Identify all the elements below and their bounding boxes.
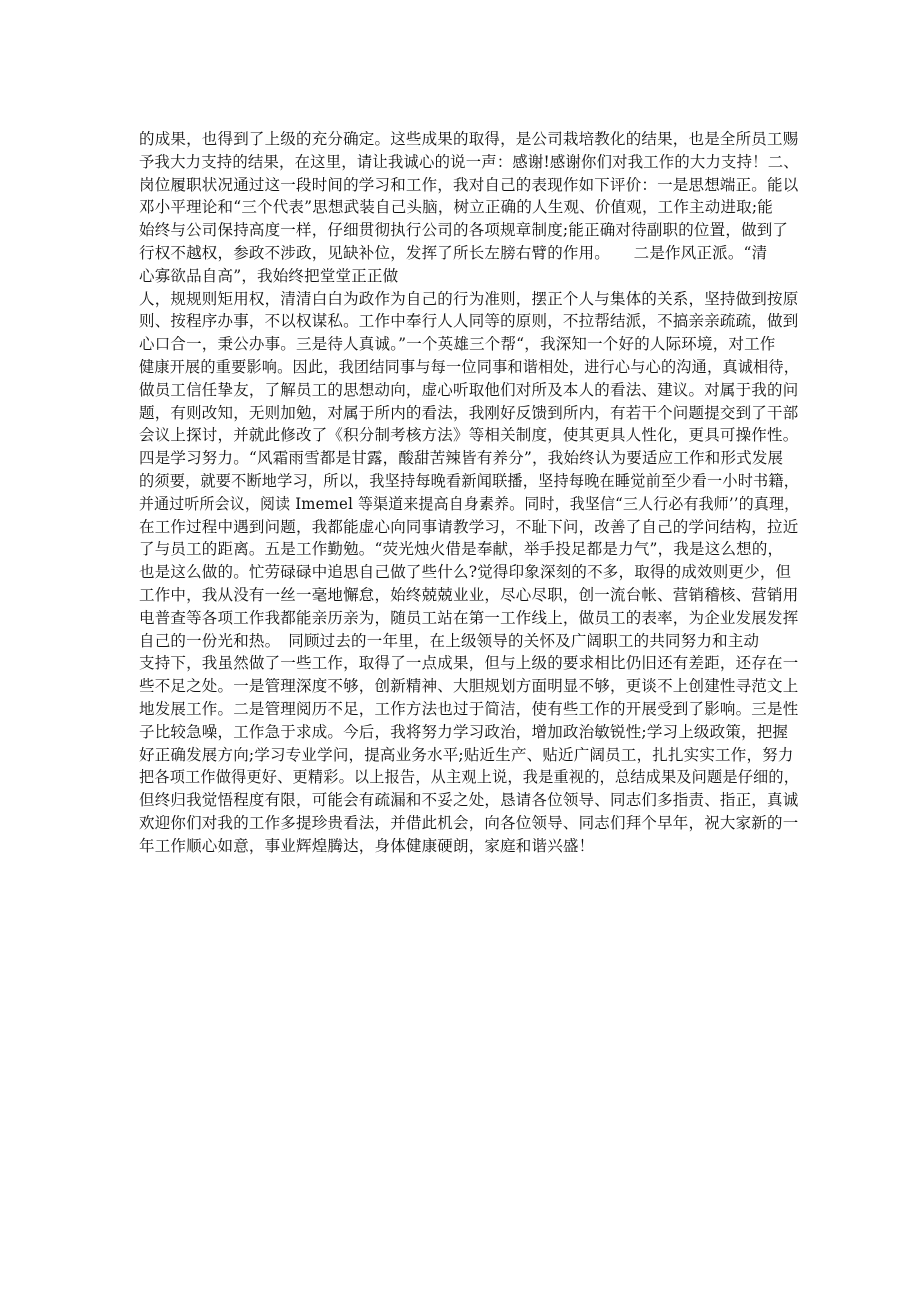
text-line: 并通过听所会议，阅读 Imemel 等渠道来提高自身素养。同时，我坚信“三人行必有我师’’的真理， (139, 494, 800, 513)
text-line: 支持下，我虽然做了一些工作，取得了一点成果，但与上级的要求相比仍旧还有差距，还存在一 (139, 654, 799, 673)
text-line: 心寡欲品自高”，我始终把堂堂正正做 (139, 266, 399, 285)
text-line: 邓小平理论和“三个代表”思想武装自己头脑，树立正确的人生观、价值观，工作主动进取;能 (139, 198, 773, 217)
text-line: 题，有则改知，无则加勉，对属于所内的看法，我刚好反馈到所内，有若干个问题提交到了干部 (139, 403, 799, 422)
text-line: 电普查等各项工作我都能亲历亲为，随员工站在第一工作线上，做员工的表率，为企业发展发挥 (139, 608, 799, 627)
text-line: 好正确发展方向;学习专业学问，提高业务水平;贴近生产、贴近广阔员工，扎扎实实工作，努力 (139, 745, 794, 764)
text-line: 岗位履职状况通过这一段时间的学习和工作，我对自己的表现作如下评价：一是思想端正。能以 (139, 175, 799, 194)
text-line: 予我大力支持的结果，在这里，请让我诚心的说一声：感谢!感谢你们对我工作的大力支持！二、 (139, 152, 799, 171)
text-line: 始终与公司保持高度一样，仔细贯彻执行公司的各项规章制度;能正确对待副职的位置，做到了 (139, 221, 789, 240)
text-line: 的成果，也得到了上级的充分确定。这些成果的取得，是公司栽培教化的结果，也是全所员工赐 (139, 130, 799, 148)
text-line: 心口合一，秉公办事。三是待人真诚。”一个英雄三个帮“，我深知一个好的人际环境，对工作 (139, 335, 776, 354)
text-line: 人，规规则矩用权，清清白白为政作为自己的行为准则，摆正个人与集体的关系，坚持做到按原 (139, 289, 799, 308)
text-line: 的须要，就要不断地学习，所以，我坚持每晚看新闻联播，坚持每晚在睡觉前至少看一小时书籍， (139, 471, 800, 490)
text-line: 做员工信任挚友，了解员工的思想动向，虚心听取他们对所及本人的看法、建议。对属于我的问 (139, 380, 799, 399)
text-line: 欢迎你们对我的工作多提珍贵看法，并借此机会，向各位领导、同志们拜个早年，祝大家新的一 (139, 813, 799, 832)
text-line: 也是这么做的。忙劳碌碌中追思自己做了些什么?觉得印象深刻的不多，取得的成效则更少，但 (139, 563, 792, 582)
text-line: 行权不越权，参政不涉政，见缺补位，发挥了所长左膀右臂的作用。 二是作风正派。“清 (139, 243, 768, 262)
text-line: 自己的一份光和热。 同顾过去的一年里，在上级领导的关怀及广阔职工的共同努力和主动 (139, 631, 760, 650)
text-line: 工作中，我从没有一丝一毫地懈怠，始终兢兢业业，尽心尽职，创一流台帐、营销稽核、营销用 (139, 585, 799, 604)
text-line: 在工作过程中遇到问题，我都能虚心向同事请教学习，不耻下问，改善了自己的学问结构，拉近 (139, 517, 799, 536)
document-body (139, 128, 799, 858)
text-line: 些不足之处。一是管理深度不够，创新精神、大胆规划方面明显不够，更谈不上创建性寻范文上 (139, 677, 799, 696)
text-line: 年工作顺心如意，事业辉煌腾达，身体健康硬朗，家庭和谐兴盛！ (139, 836, 595, 855)
text-line: 健康开展的重要影响。因此，我团结同事与每一位同事和谐相处，进行心与心的沟通，真诚相待， (139, 357, 800, 376)
text-line: 但终归我觉悟程度有限，可能会有疏漏和不妥之处，恳请各位领导、同志们多指责、指正，真诚 (139, 791, 799, 810)
text-line: 地发展工作。二是管理阅历不足，工作方法也过于简洁，使有些工作的开展受到了影响。三是性 (139, 699, 799, 718)
text-line: 会议上探讨，并就此修改了《积分制考核方法》等相关制度，使其更具人性化，更具可操作性。 (139, 426, 799, 445)
text-line: 四是学习努力。“风霜雨雪都是甘露，酸甜苦辣皆有养分”，我始终认为要适应工作和形式发展 (139, 449, 784, 468)
text-line: 子比较急噪，工作急于求成。今后，我将努力学习政治，增加政治敏锐性;学习上级政策，把握 (139, 722, 789, 741)
text-line: 把各项工作做得更好、更精彩。以上报告，从主观上说，我是重视的，总结成果及问题是仔细的， (139, 768, 800, 787)
text-line: 了与员工的距离。五是工作勤勉。“荧光烛火借是奉献，举手投足都是力气”，我是这么想的， (139, 540, 784, 559)
text-line: 则、按程序办事，不以权谋私。工作中奉行人人同等的原则，不拉帮结派，不搞亲亲疏疏，做到 (139, 312, 799, 331)
